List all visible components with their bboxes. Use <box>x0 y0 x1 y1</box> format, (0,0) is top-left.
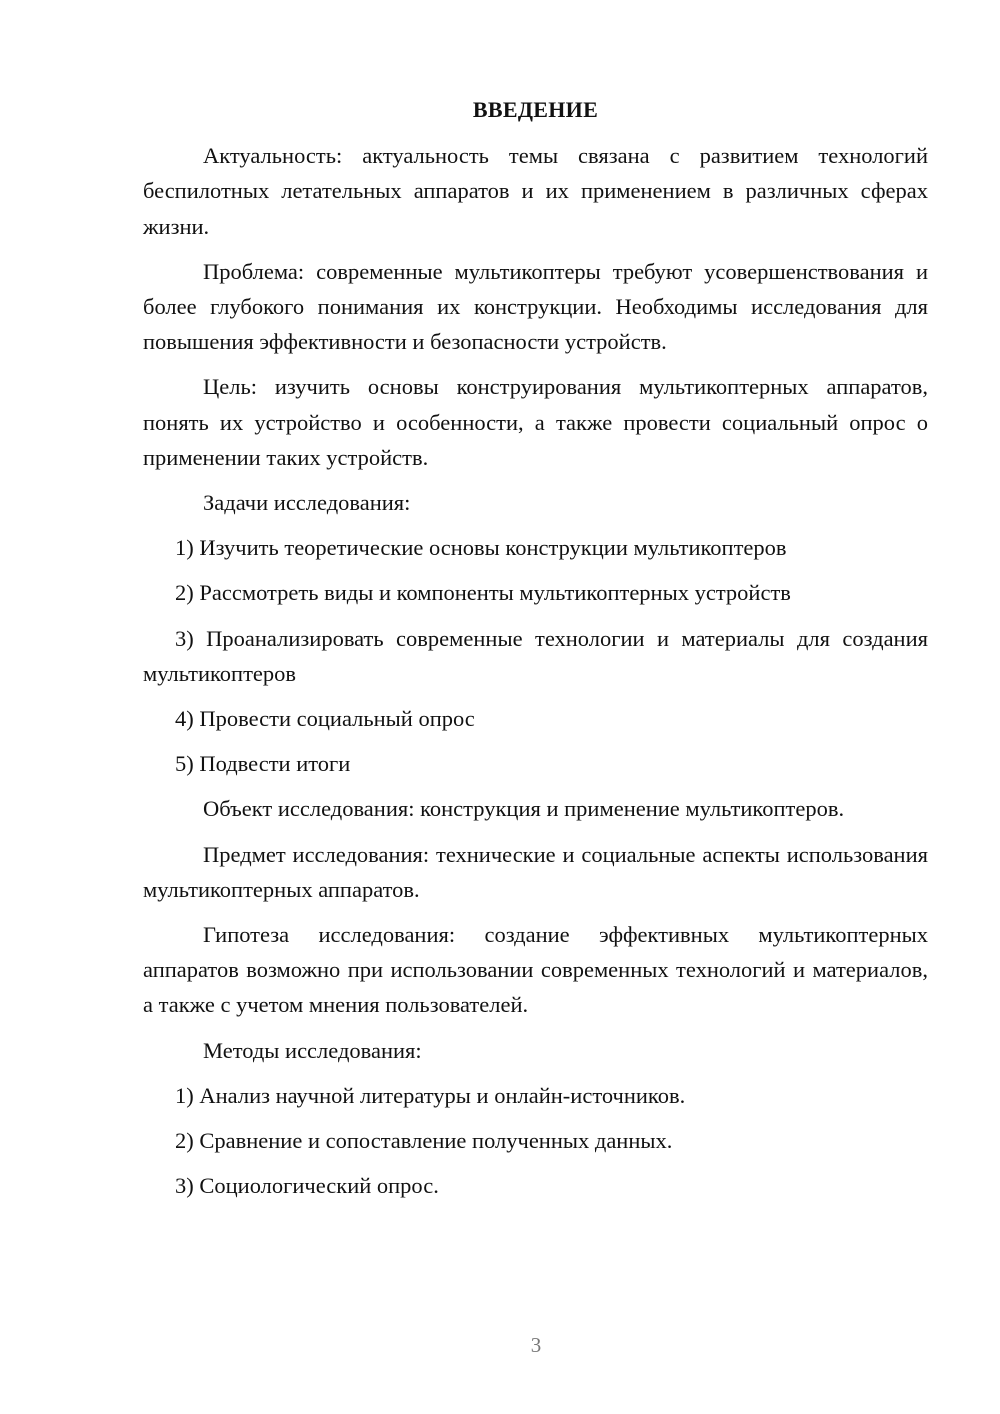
document-page <box>143 92 928 1213</box>
task-item-4: 4) Провести социальный опрос <box>175 706 475 732</box>
page-number: 3 <box>530 1333 542 1357</box>
page-title: ВВЕДЕНИЕ <box>472 97 599 122</box>
task-item-5: 5) Подвести итоги <box>175 751 351 777</box>
task-item-2: 2) Рассмотреть виды и компоненты мультикоптерных устройств <box>175 580 791 606</box>
paragraph-methods-heading: Методы исследования: <box>203 1037 422 1063</box>
task-item-3: 3) Проанализировать современные технологии и материалы для создания мультикоптеров <box>143 625 928 686</box>
paragraph-object: Объект исследования: конструкция и применение мультикоптеров. <box>203 796 845 822</box>
paragraph-tasks-heading: Задачи исследования: <box>203 490 411 516</box>
paragraph-relevance: Актуальность: актуальность темы связана с развитием технологий беспилотных летательных аппаратов и их применением в различных сферах жизни. <box>143 143 928 239</box>
task-item-1: 1) Изучить теоретические основы конструкции мультикоптеров <box>175 535 787 561</box>
paragraph-problem: Проблема: современные мультикоптеры требуют усовершенствования и более глубокого понимания их конструкции. Необходимы исследования для повышения эффективности и безопасности устройств. <box>143 258 928 355</box>
method-item-1: 1) Анализ научной литературы и онлайн-источников. <box>175 1082 686 1108</box>
method-item-3: 3) Социологический опрос. <box>175 1173 439 1199</box>
paragraph-subject: Предмет исследования: технические и социальные аспекты использования мультикоптерных аппаратов. <box>143 841 928 902</box>
method-item-2: 2) Сравнение и сопоставление полученных данных. <box>175 1128 673 1154</box>
paragraph-hypothesis: Гипотеза исследования: создание эффективных мультикоптерных аппаратов возможно при использовании современных технологий и материалов, а также с учетом мнения пользователей. <box>143 922 928 1018</box>
paragraph-goal: Цель: изучить основы конструирования мультикоптерных аппаратов, понять их устройство и особенности, а также провести социальный опрос о применении таких устройств. <box>143 374 928 470</box>
